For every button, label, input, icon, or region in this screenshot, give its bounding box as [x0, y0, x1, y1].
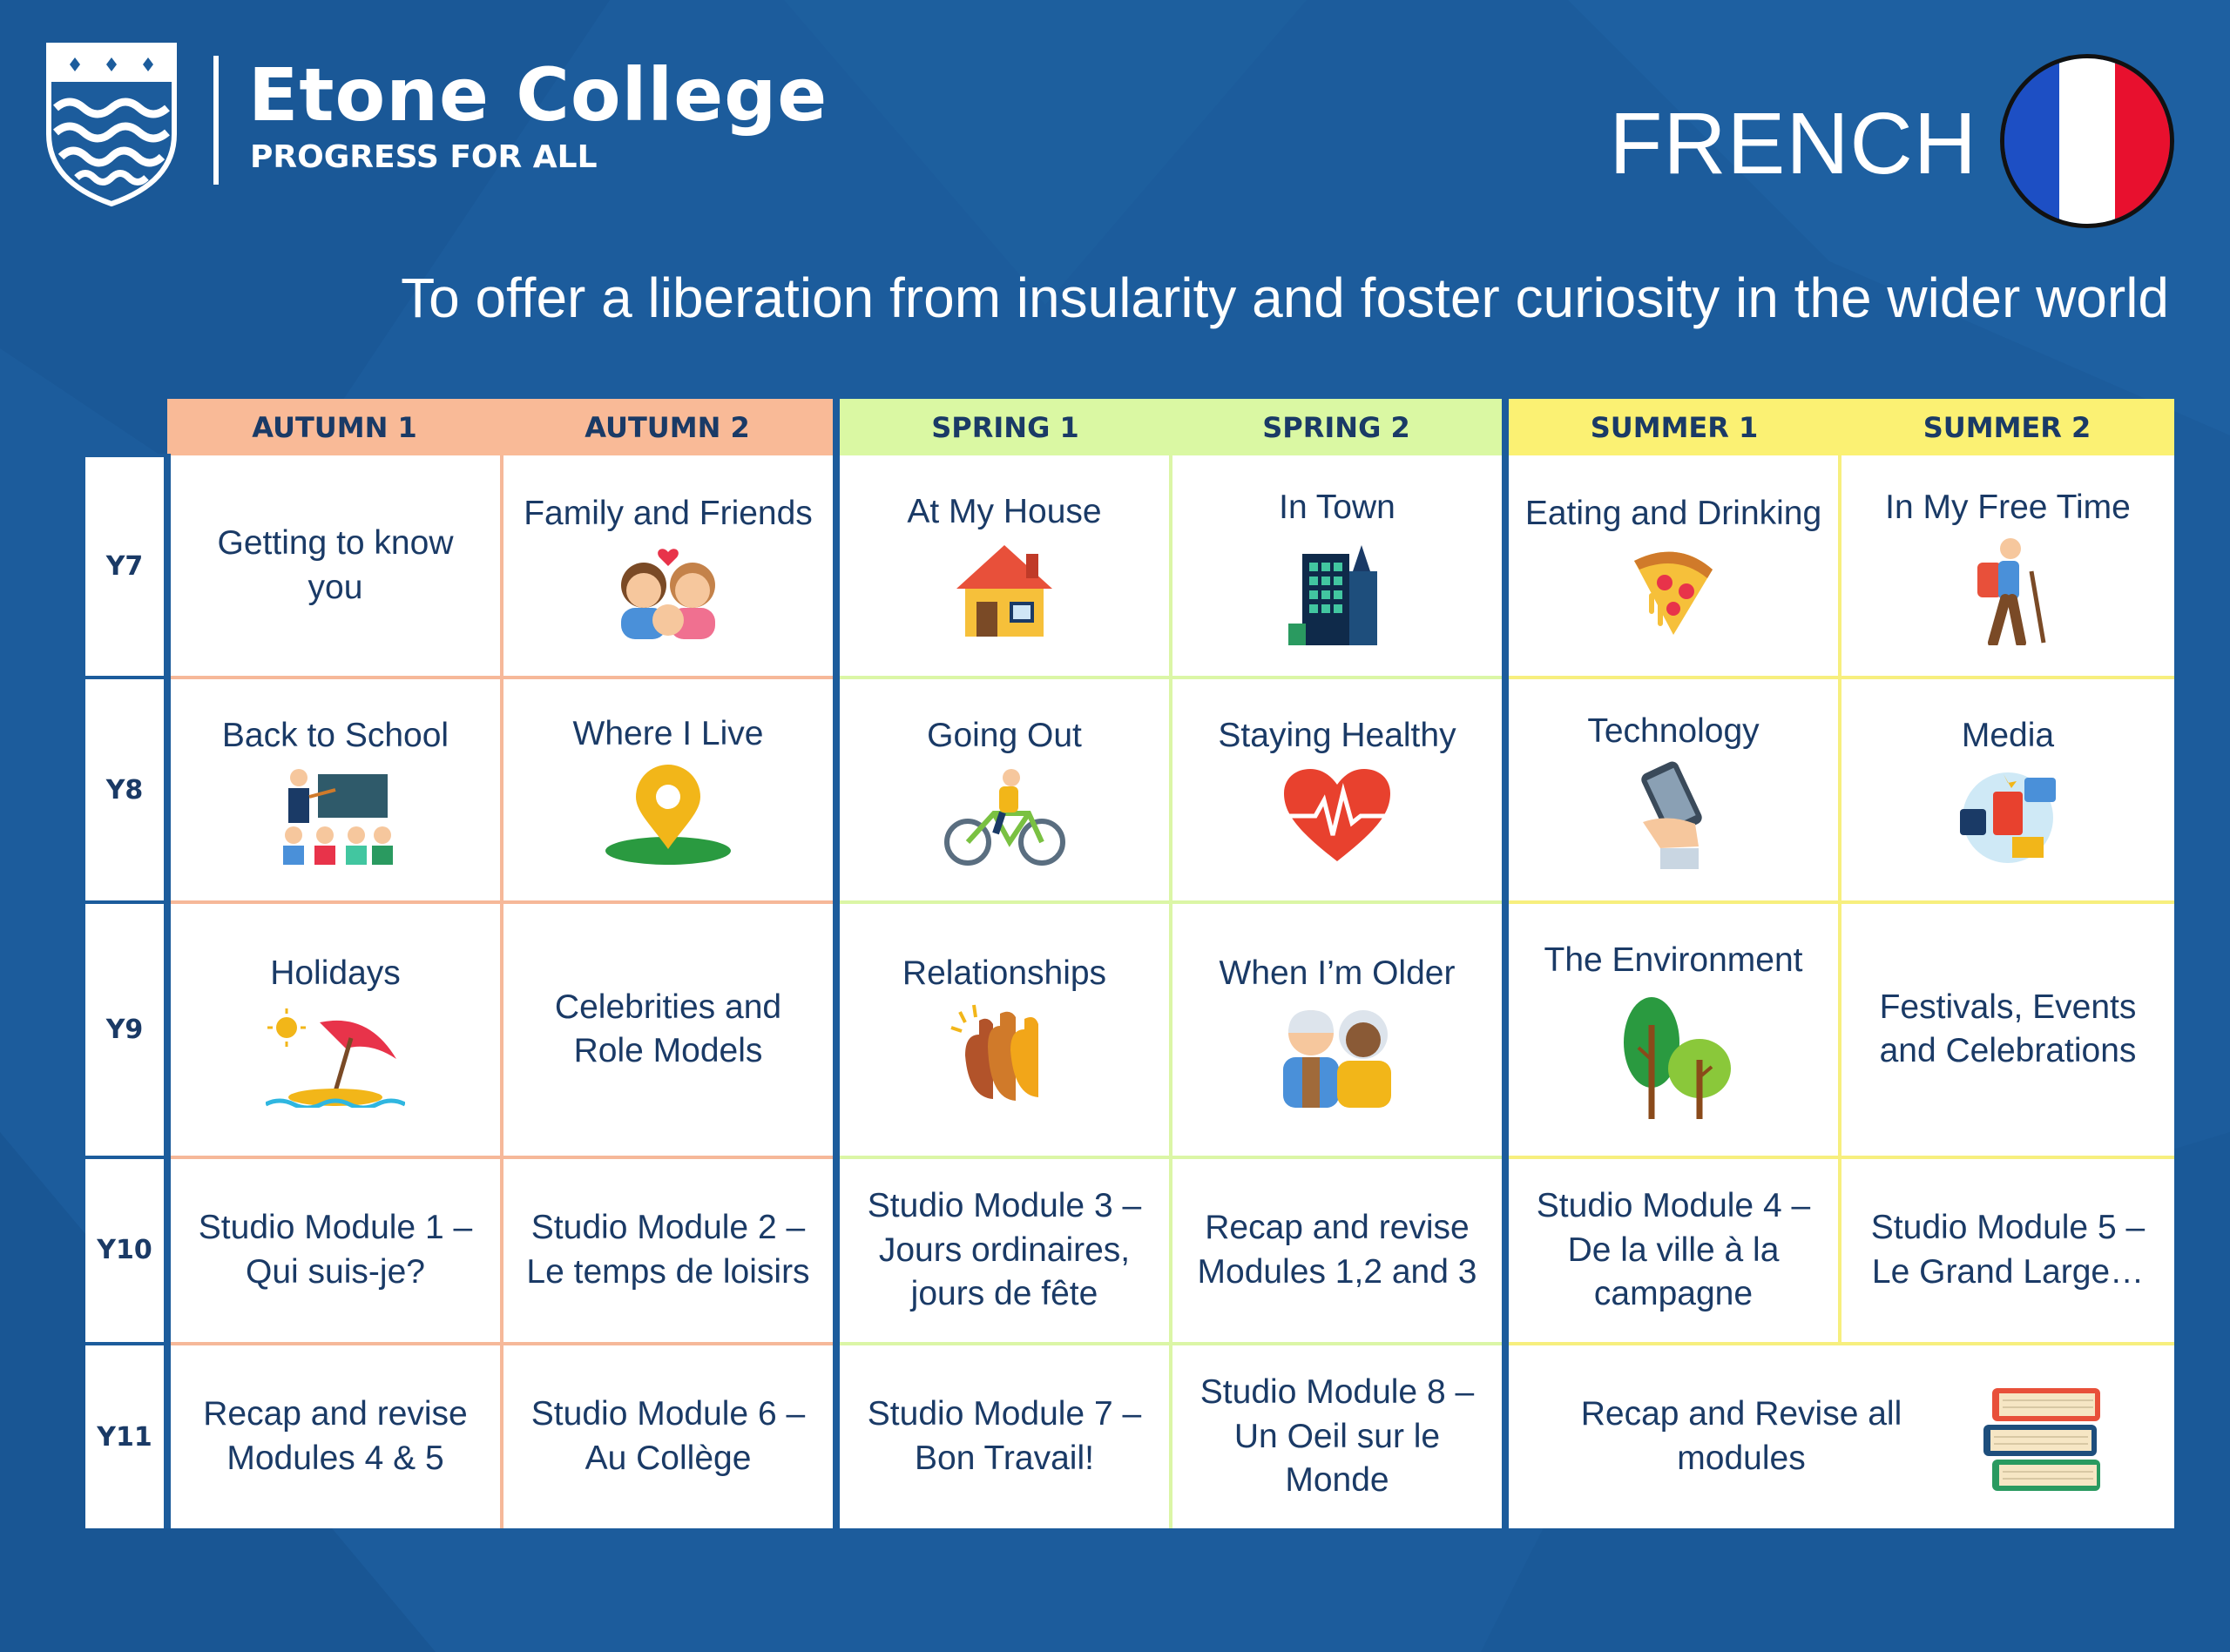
- cell-y7-spring-2: [1171, 455, 1505, 678]
- cell-y10-summer-1: [1505, 1157, 1840, 1345]
- cell-y11-autumn-2: [502, 1344, 836, 1528]
- cell-y10-summer-2: [1840, 1157, 2174, 1345]
- cell-y8-autumn-2: [502, 678, 836, 902]
- topic-label: Technology: [1587, 712, 1760, 751]
- family-icon: [598, 543, 738, 639]
- topic-label: The Environment: [1544, 941, 1803, 980]
- term-header-summer-1: SUMMER 1: [1505, 399, 1840, 455]
- cell-y9-summer-2: [1840, 902, 2174, 1156]
- year-label-y8: Y8: [85, 678, 167, 902]
- cell-y11-summer: [1505, 1344, 2174, 1528]
- cell-y8-spring-1: [836, 678, 1171, 902]
- topic-label: Family and Friends: [524, 495, 813, 533]
- hiker-icon: [1960, 536, 2056, 645]
- topic-label: Studio Module 5 – Le Grand Large…: [1870, 1209, 2146, 1291]
- topic-label: Studio Module 8 – Un Oeil sur le Monde: [1199, 1373, 1475, 1500]
- cyclist-icon: [942, 765, 1068, 866]
- cell-y7-autumn-2: [502, 455, 836, 678]
- topic-label: Media: [1961, 717, 2055, 755]
- term-header-autumn-1: AUTUMN 1: [167, 399, 502, 455]
- cell-y9-spring-1: [836, 902, 1171, 1156]
- cell-y7-spring-1: [836, 455, 1171, 678]
- year-label-y10: Y10: [85, 1157, 167, 1345]
- cell-y8-autumn-1: [167, 678, 502, 902]
- topic-label: Relationships: [902, 954, 1107, 993]
- beach-icon: [266, 1003, 405, 1108]
- topic-label: Staying Healthy: [1218, 717, 1456, 755]
- topic-label: Holidays: [270, 954, 401, 993]
- trees-icon: [1612, 990, 1734, 1121]
- college-crest-logo: [42, 38, 181, 208]
- topic-label: In Town: [1279, 488, 1395, 526]
- topic-label: Studio Module 3 – Jours ordinaires, jours de fête: [867, 1186, 1142, 1313]
- topic-label: Where I Live: [572, 714, 764, 752]
- cell-y9-autumn-1: [167, 902, 502, 1156]
- cell-y7-summer-2: [1840, 455, 2174, 678]
- cell-y7-autumn-1: [167, 455, 502, 678]
- smartphone-icon: [1625, 761, 1721, 870]
- cell-y7-summer-1: [1505, 455, 1840, 678]
- topic-label: Studio Module 6 – Au Collège: [530, 1395, 806, 1478]
- term-header-summer-2: SUMMER 2: [1840, 399, 2174, 455]
- cell-y10-autumn-1: [167, 1157, 502, 1345]
- topic-label: Recap and Revise all modules: [1580, 1395, 1902, 1478]
- cell-y10-autumn-2: [502, 1157, 836, 1345]
- media-icon: [1951, 765, 2064, 866]
- topic-label: Recap and revise Modules 4 & 5: [203, 1395, 468, 1478]
- books-icon: [1977, 1376, 2107, 1498]
- cell-y11-spring-1: [836, 1344, 1171, 1528]
- elderly-couple-icon: [1267, 1003, 1407, 1108]
- college-name: Etone College: [248, 52, 828, 138]
- topic-label: Festivals, Events and Celebrations: [1879, 988, 2137, 1070]
- topic-label: Celebrities and Role Models: [554, 988, 782, 1070]
- cell-y8-summer-1: [1505, 678, 1840, 902]
- topic-label: Studio Module 1 – Qui suis-je?: [198, 1209, 473, 1291]
- cell-y10-spring-1: [836, 1157, 1171, 1345]
- pizza-icon: [1625, 543, 1721, 639]
- term-header-autumn-2: AUTUMN 2: [502, 399, 836, 455]
- logo-divider: [213, 56, 219, 185]
- classroom-icon: [274, 765, 396, 866]
- college-tagline: PROGRESS FOR ALL: [250, 139, 598, 175]
- table-corner: [85, 399, 167, 455]
- curriculum-table: [85, 399, 2174, 1528]
- topic-label: At My House: [907, 492, 1102, 530]
- location-pin-icon: [603, 764, 733, 868]
- topic-label: Back to School: [221, 717, 449, 755]
- mission-statement: To offer a liberation from insularity and foster curiosity in the wider world: [401, 266, 2169, 329]
- topic-label: Eating and Drinking: [1524, 495, 1822, 533]
- topic-label: Going Out: [927, 717, 1082, 755]
- cell-y8-spring-2: [1171, 678, 1505, 902]
- topic-label: Studio Module 4 – De la ville à la campagne: [1536, 1186, 1811, 1313]
- heart-icon: [1281, 765, 1394, 866]
- cell-y11-autumn-1: [167, 1344, 502, 1528]
- topic-label: Recap and revise Modules 1,2 and 3: [1197, 1209, 1477, 1291]
- topic-label: Studio Module 7 – Bon Travail!: [867, 1395, 1142, 1478]
- cell-y9-spring-2: [1171, 902, 1505, 1156]
- topic-label: When I’m Older: [1219, 954, 1456, 993]
- year-label-y7: Y7: [85, 455, 167, 678]
- house-icon: [952, 541, 1057, 641]
- french-flag-icon: [2000, 54, 2174, 228]
- year-label-y9: Y9: [85, 902, 167, 1156]
- year-label-y11: Y11: [85, 1344, 167, 1528]
- term-header-spring-2: SPRING 2: [1171, 399, 1505, 455]
- cell-y8-summer-2: [1840, 678, 2174, 902]
- hands-icon: [948, 1003, 1061, 1108]
- term-header-spring-1: SPRING 1: [836, 399, 1171, 455]
- city-icon: [1285, 536, 1389, 645]
- topic-label: Studio Module 2 – Le temps de loisirs: [526, 1209, 810, 1291]
- topic-label: In My Free Time: [1885, 488, 2131, 526]
- cell-y10-spring-2: [1171, 1157, 1505, 1345]
- topic-label: Getting to know you: [217, 523, 454, 606]
- cell-y9-summer-1: [1505, 902, 1840, 1156]
- cell-y11-spring-2: [1171, 1344, 1505, 1528]
- cell-y9-autumn-2: [502, 902, 836, 1156]
- subject-title: FRENCH: [1609, 95, 1977, 192]
